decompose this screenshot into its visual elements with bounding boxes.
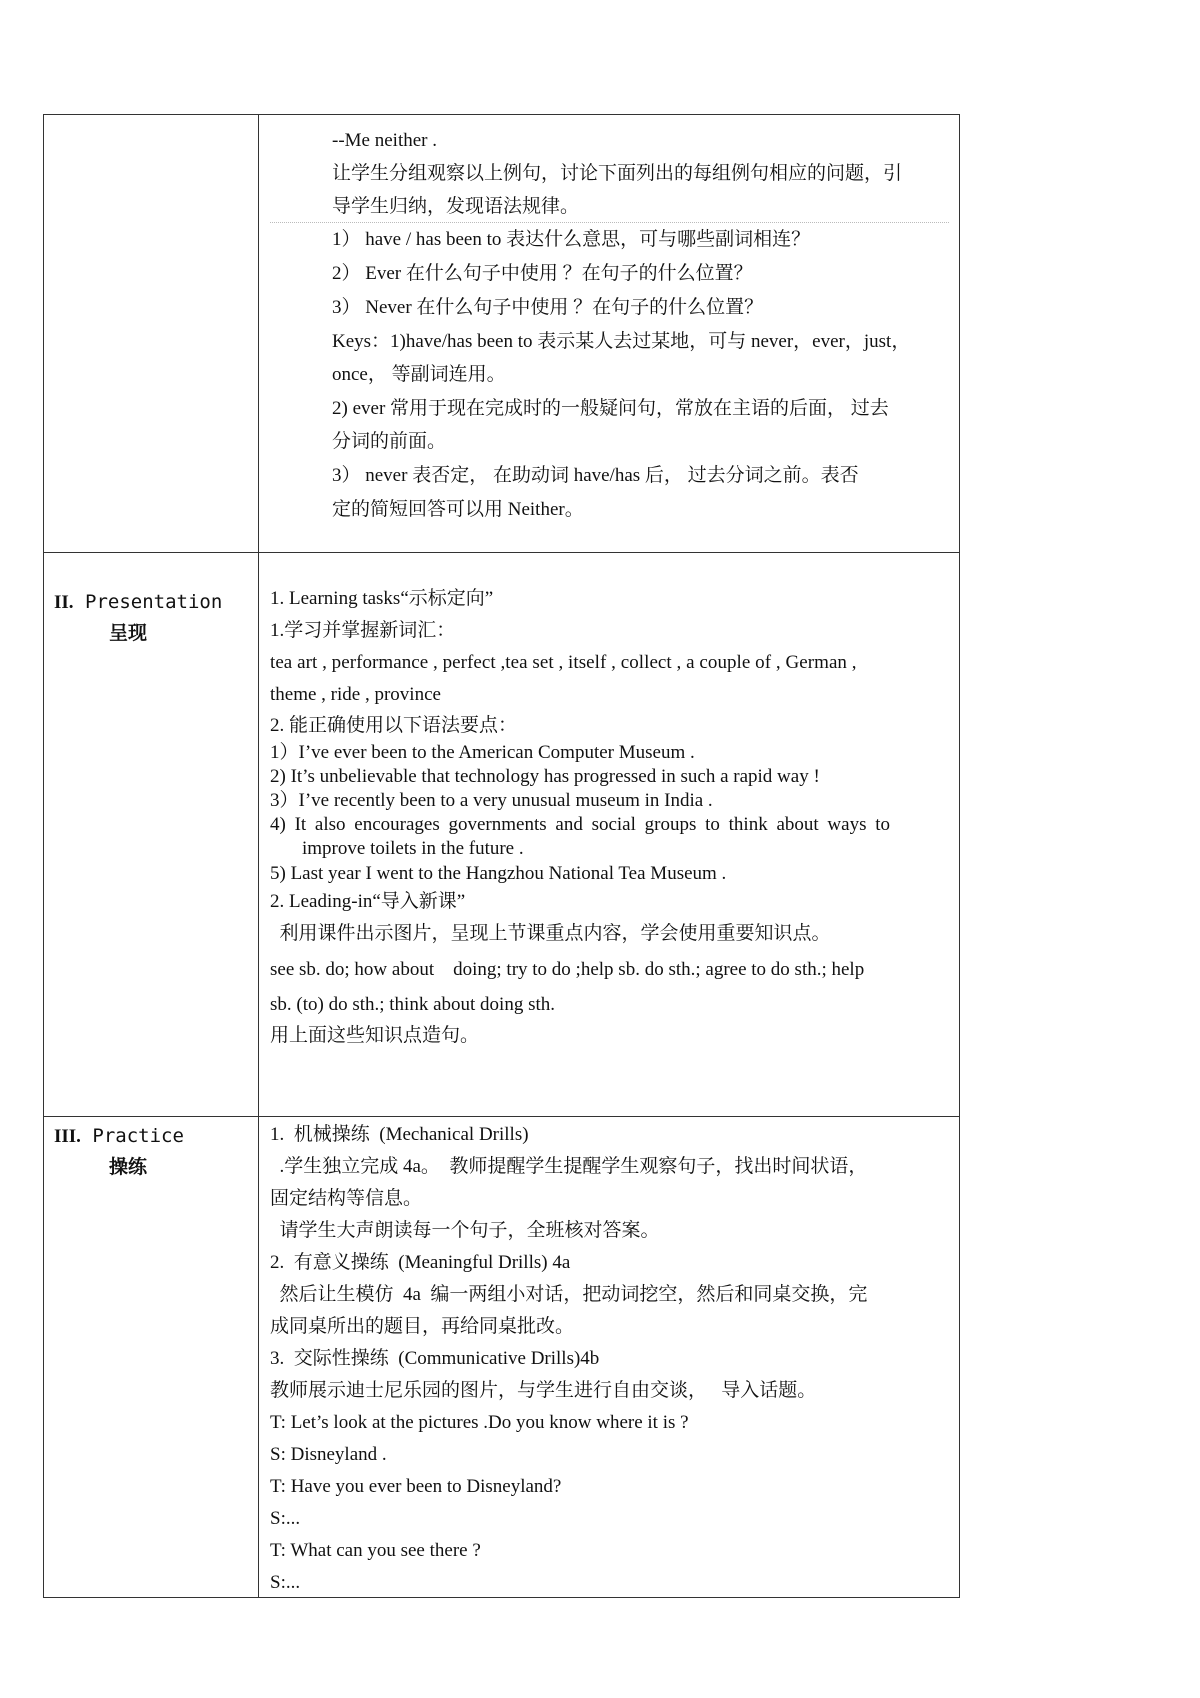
text-line: T: What can you see there ? [270, 1540, 481, 1561]
text-line: 1. Learning tasks“示标定向” [270, 588, 494, 609]
text-line: 定的简短回答可以用 Neither。 [332, 499, 584, 520]
text-line: 3） never 表否定， 在助动词 have/has 后， 过去分词之前。表否 [332, 465, 859, 486]
text-line: S: Disneyland . [270, 1444, 387, 1465]
text-line: 1.学习并掌握新词汇： [270, 620, 456, 641]
text-line: tea art , performance , perfect ,tea set , itself , collect , a couple of , German , [270, 652, 857, 673]
text-line: --Me neither . [332, 130, 437, 151]
text-line: T: Let’s look at the pictures .Do you know where it is ? [270, 1412, 689, 1433]
text-line: see sb. do; how about doing; try to do ;help sb. do sth.; agree to do sth.; help [270, 959, 865, 980]
table-row-continuation [44, 115, 959, 553]
text-line: 2） Ever 在什么句子中使用 ？在句子的什么位置？ [332, 263, 753, 284]
text-line: theme , ride , province [270, 684, 441, 705]
text-line: sb. (to) do sth.; think about doing sth. [270, 994, 555, 1015]
section-number: III. [54, 1126, 81, 1147]
row3-content [270, 1119, 949, 1599]
section-title-zh: 操练 [109, 1156, 148, 1178]
text-line: T: Have you ever been to Disneyland? [270, 1476, 562, 1497]
section-label-practice [54, 1121, 184, 1182]
table-row-practice [44, 1117, 959, 1597]
text-line: 3）I’ve recently been to a very unusual museum in India . [270, 790, 713, 811]
text-line: once， 等副词连用。 [332, 364, 506, 385]
text-line: 3. 交际性操练 (Communicative Drills)4b [270, 1348, 600, 1369]
column-divider [258, 1117, 259, 1597]
text-line: 2. 有意义操练 (Meaningful Drills) 4a [270, 1252, 571, 1273]
lesson-plan-table [43, 114, 960, 1598]
text-line: 2. Leading-in“导入新课” [270, 891, 466, 912]
text-line: 2) It’s unbelievable that technology has progressed in such a rapid way ! [270, 766, 820, 787]
text-line: 成同桌所出的题目，再给同桌批改。 [270, 1316, 575, 1337]
table-row-presentation [44, 553, 959, 1117]
text-line: 1） have / has been to 表达什么意思，可与哪些副词相连？ [332, 229, 811, 250]
text-line: 让学生分组观察以上例句，讨论下面列出的每组例句相应的问题，引 [332, 163, 903, 184]
text-line: 分词的前面。 [332, 431, 447, 452]
text-line: Keys：1)have/has been to 表示某人去过某地，可与 never，ever，just， [332, 331, 911, 352]
text-line: 1）I’ve ever been to the American Computer Museum . [270, 742, 695, 763]
section-number: II. [54, 592, 74, 613]
text-line: improve toilets in the future . [302, 838, 524, 859]
text-line: 固定结构等信息。 [270, 1188, 423, 1209]
text-line: 5) Last year I went to the Hangzhou National Tea Museum . [270, 863, 727, 884]
text-line: S:... [270, 1572, 301, 1593]
section-title-en: Practice [92, 1125, 184, 1147]
row2-content [270, 583, 949, 1050]
text-line: 3） Never 在什么句子中使用 ？在句子的什么位置？ [332, 297, 764, 318]
text-line: 然后让生模仿 4a 编一两组小对话，把动词挖空，然后和同桌交换，完 [270, 1284, 868, 1305]
section-label-presentation [54, 587, 222, 648]
column-divider [258, 553, 259, 1116]
text-line: 请学生大声朗读每一个句子，全班核对答案。 [270, 1220, 660, 1241]
text-line: 利用课件出示图片，呈现上节课重点内容，学会使用重要知识点。 [270, 923, 831, 944]
text-line: S:... [270, 1508, 301, 1529]
text-line: .学生独立完成 4a。 教师提醒学生提醒学生观察句子，找出时间状语， [270, 1156, 868, 1177]
text-line: 1. 机械操练 (Mechanical Drills) [270, 1124, 529, 1145]
text-line: 用上面这些知识点造句。 [270, 1025, 480, 1046]
text-line: 2) ever 常用于现在完成时的一般疑问句，常放在主语的后面， 过去 [332, 398, 889, 419]
text-line: 教师展示迪士尼乐园的图片，与学生进行自由交谈， 导入话题。 [270, 1380, 817, 1401]
text-line: 4) It also encourages governments and social groups to think about ways to [270, 814, 890, 835]
row1-content [270, 125, 949, 527]
section-title-zh: 呈现 [109, 622, 148, 644]
column-divider [258, 115, 259, 552]
text-line: 导学生归纳，发现语法规律。 [270, 191, 949, 223]
text-line: 2. 能正确使用以下语法要点： [270, 715, 518, 736]
section-title-en: Presentation [85, 591, 223, 613]
